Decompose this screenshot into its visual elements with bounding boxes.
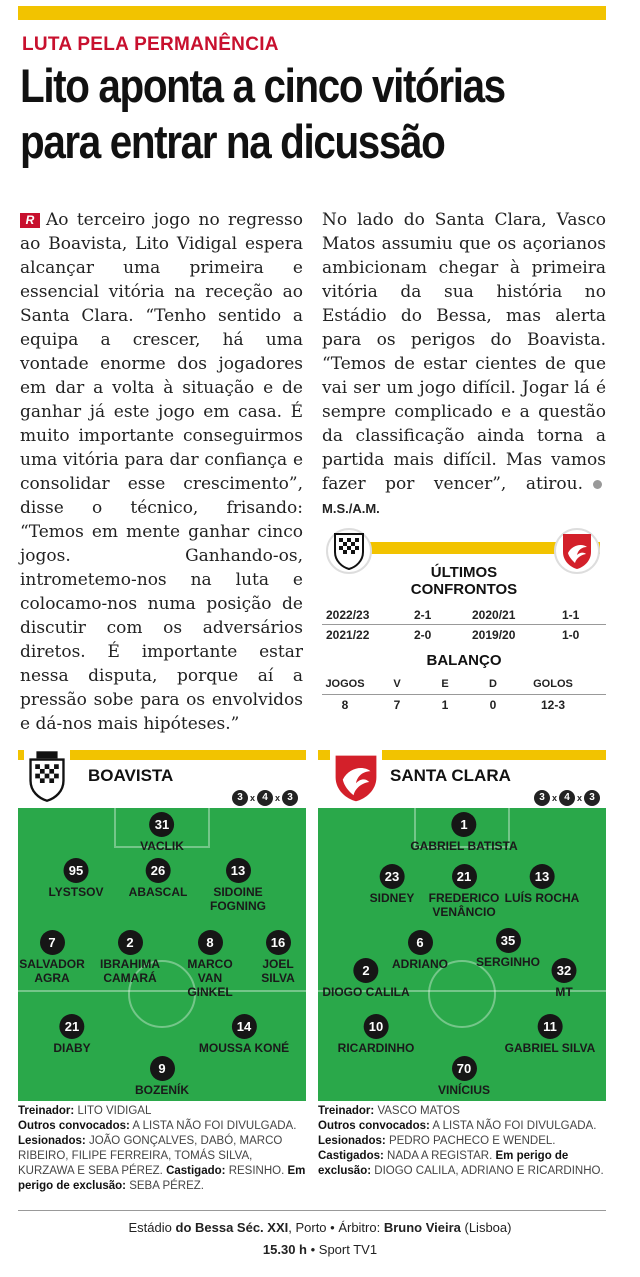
boavista-team-crest-icon	[24, 744, 70, 808]
player-marker	[140, 812, 184, 853]
away-notes	[318, 1104, 606, 1179]
coach-name: VASCO MATOS	[377, 1105, 460, 1117]
match-venue	[0, 1220, 640, 1235]
player-number: 6	[408, 930, 433, 955]
player-marker	[135, 1056, 189, 1097]
player-number: 14	[231, 1014, 256, 1039]
risk-label: Em perigo de exclusão:	[18, 1165, 306, 1192]
home-formation: 3 x 4 x 3	[232, 790, 298, 806]
formation-digit: 3	[282, 790, 298, 806]
article-text-2: No lado do Santa Clara, Vasco Matos assumiu que os açorianos ambicionam chegar à primeira vitória da sua história no Estádio do Bessa, mas alerta para os perigos do Boavista. “Temos de estar cientes de que vai ser um jogo difícil. Jogar lá é sempre complicado e a questão da classificação ainda torna a partida mais difícil. Mas vamos fazer por vencer”, atirou.	[322, 210, 606, 494]
player-name: LYSTSOV	[48, 885, 104, 899]
player-number: 2	[353, 958, 378, 983]
formation-digit: 3	[534, 790, 550, 806]
away-team-name: SANTA CLARA	[390, 766, 511, 785]
h2h-title-1: ÚLTIMOS	[430, 564, 498, 581]
player-name: RICARDINHO	[337, 1041, 415, 1055]
tv-channel: • Sport TV1	[307, 1242, 378, 1257]
player-name: GABRIEL BATISTA	[410, 839, 518, 853]
player-marker	[53, 1014, 90, 1055]
head-to-head-box	[322, 528, 606, 718]
coach-label: Treinador:	[318, 1105, 375, 1117]
player-number: 70	[451, 1056, 476, 1081]
player-marker	[505, 1014, 596, 1055]
player-name: JOEL SILVA	[261, 957, 295, 985]
article-column-1	[20, 208, 303, 736]
player-number: 13	[529, 864, 554, 889]
player-name: SIDNEY	[369, 891, 415, 905]
player-name: SIDOINE FOGNING	[210, 885, 266, 913]
stadium-name: do Bessa Séc. XXI	[175, 1220, 289, 1235]
article-column-2	[322, 208, 606, 520]
injured-text: JOÃO GONÇALVES, DABÓ, MARCO RIBEIRO, FILIPE FERREIRA, TOMÁS SILVA, KURZAWA E SEBA PÉREZ.	[18, 1135, 283, 1177]
others-text: A LISTA NÃO FOI DIVULGADA.	[432, 1120, 597, 1132]
match-broadcast	[0, 1242, 640, 1257]
away-formation: 3 x 4 x 3	[534, 790, 600, 806]
player-number: 1	[452, 812, 477, 837]
suspended-text: NADA A REGISTAR.	[387, 1150, 493, 1162]
player-number: 7	[40, 930, 65, 955]
player-name: MOUSSA KONÉ	[198, 1041, 290, 1055]
h2h-score: 2-0	[414, 628, 432, 642]
player-number: 13	[226, 858, 251, 883]
coach-name: LITO VIDIGAL	[77, 1105, 152, 1117]
formation-digit: 3	[232, 790, 248, 806]
player-marker	[410, 812, 517, 853]
player-marker	[257, 930, 299, 985]
player-marker	[424, 864, 504, 919]
article-text-1: Ao terceiro jogo no regresso ao Boavista, Lito Vidigal espera alcançar uma primeira e essencial vitória na receção ao Santa Clara. “Tenho sentido a equipa a crescer, há uma vontade enorme dos jogadores em dar a volta à situação e de ganhar já este jogo em casa. É muito importante conseguirmos uma vitória para dar confiança e consolidar esse crescimento”, disse o técnico, frisando: “Temos em mente ganhar cinco jogos. Ganhando-os, intrometemo-nos na luta e colocamo-nos numa posição de discutir com os adversários diretos. É importante estar nessa disputa, porque aí a pressão sobe para os envolvidos e dá-nos mais hipóteses.”	[20, 210, 303, 734]
player-marker	[552, 958, 577, 999]
balanco-header: E	[441, 678, 449, 690]
player-number: 26	[145, 858, 170, 883]
h2h-season: 2019/20	[472, 628, 516, 642]
player-number: 8	[198, 930, 223, 955]
player-name: MARCO VAN GINKEL	[187, 957, 233, 999]
player-name: VINÍCIUS	[437, 1083, 491, 1097]
balanco-value: 0	[489, 698, 497, 712]
player-marker	[438, 1056, 490, 1097]
player-name: SALVADOR AGRA	[19, 957, 85, 985]
player-number: 21	[452, 864, 477, 889]
h2h-season: 2022/23	[326, 608, 370, 622]
h2h-title-2: CONFRONTOS	[410, 581, 518, 598]
headline-line-2: para entrar na dicussão	[20, 115, 445, 168]
player-marker	[19, 930, 85, 985]
others-label: Outros convocados:	[318, 1120, 430, 1132]
player-name: GABRIEL SILVA	[504, 1041, 596, 1055]
player-name: FREDERICO VENÂNCIO	[428, 891, 500, 919]
player-name: ABASCAL	[128, 885, 188, 899]
player-marker	[174, 930, 246, 999]
player-name: VACLIK	[140, 839, 184, 853]
h2h-score: 2-1	[414, 608, 432, 622]
player-number: 2	[118, 930, 143, 955]
player-number: 21	[60, 1014, 85, 1039]
injured-text: PEDRO PACHECO E WENDEL.	[388, 1135, 556, 1147]
risk-label: Em perigo de exclusão:	[318, 1150, 569, 1177]
h2h-score: 1-0	[562, 628, 580, 642]
player-number: 16	[266, 930, 291, 955]
coach-label: Treinador:	[18, 1105, 75, 1117]
balanco-value: 8	[341, 698, 349, 712]
player-number: 35	[495, 928, 520, 953]
santa-clara-team-crest-icon	[330, 744, 382, 808]
balanco-header: V	[393, 678, 401, 690]
player-name: SERGINHO	[475, 955, 541, 969]
player-number: 10	[363, 1014, 388, 1039]
kickoff-time: 15.30 h	[262, 1242, 307, 1257]
player-marker	[476, 928, 540, 969]
signature-text: M.S./A.M.	[322, 501, 380, 516]
balanco-value: 7	[393, 698, 401, 712]
player-name: DIOGO CALILA	[322, 985, 410, 999]
player-marker	[129, 858, 188, 899]
headline-line-1: Lito aponta a cinco vitórias	[20, 59, 505, 112]
player-marker	[370, 864, 415, 905]
player-name: DIABY	[53, 1041, 91, 1055]
player-marker	[322, 958, 409, 999]
h2h-score: 1-1	[562, 608, 580, 622]
home-notes	[18, 1104, 306, 1194]
player-name: MT	[555, 985, 573, 999]
player-name: IBRAHIMA CAMARÁ	[100, 957, 160, 985]
injured-label: Lesionados:	[18, 1135, 86, 1147]
balanco-header: D	[489, 678, 497, 690]
suspended-label: Castigados:	[318, 1150, 384, 1162]
section-kicker: LUTA PELA PERMANÊNCIA	[22, 34, 279, 55]
footer-divider	[18, 1210, 606, 1211]
player-marker	[338, 1014, 415, 1055]
suspended-label: Castigado:	[166, 1165, 226, 1177]
player-number: 11	[538, 1014, 563, 1039]
player-marker	[49, 858, 104, 899]
player-number: 95	[63, 858, 88, 883]
h2h-season: 2020/21	[472, 608, 516, 622]
balanco-title: BALANÇO	[426, 652, 502, 669]
player-number: 31	[150, 812, 175, 837]
suspended-text: RESINHO.	[228, 1165, 285, 1177]
player-marker	[199, 1014, 289, 1055]
balanco-value: 1	[441, 698, 449, 712]
top-accent-bar	[18, 6, 606, 20]
referee-label: Árbitro:	[338, 1220, 384, 1235]
player-marker	[505, 864, 580, 905]
h2h-divider	[322, 624, 606, 625]
formation-digit: 3	[584, 790, 600, 806]
signature-dot-icon	[593, 480, 602, 489]
venue-prefix: Estádio	[128, 1220, 176, 1235]
player-name: ADRIANO	[392, 957, 448, 971]
player-marker	[198, 858, 278, 913]
player-name: LUÍS ROCHA	[504, 891, 580, 905]
balanco-header: GOLOS	[533, 678, 573, 690]
balanco-value: 12-3	[540, 698, 566, 712]
player-number: 32	[552, 958, 577, 983]
player-name: BOZENÍK	[135, 1083, 189, 1097]
formation-digit: 4	[559, 790, 575, 806]
record-logo-icon: R	[20, 213, 40, 228]
player-number: 23	[380, 864, 405, 889]
others-text: A LISTA NÃO FOI DIVULGADA.	[132, 1120, 297, 1132]
player-marker	[95, 930, 165, 985]
player-number: 9	[150, 1056, 175, 1081]
risk-text: DIOGO CALILA, ADRIANO E RICARDINHO.	[374, 1165, 604, 1177]
balanco-header: JOGOS	[325, 678, 365, 690]
injured-label: Lesionados:	[318, 1135, 386, 1147]
formation-digit: 4	[257, 790, 273, 806]
others-label: Outros convocados:	[18, 1120, 130, 1132]
h2h-season: 2021/22	[326, 628, 370, 642]
balanco-divider	[322, 694, 606, 695]
venue-city: , Porto •	[288, 1220, 339, 1235]
referee-association: (Lisboa)	[460, 1220, 512, 1235]
headline	[20, 58, 536, 170]
home-team-name: BOAVISTA	[88, 766, 174, 785]
referee-name: Bruno Vieira	[383, 1220, 461, 1235]
risk-text: SEBA PÉREZ.	[129, 1180, 204, 1192]
